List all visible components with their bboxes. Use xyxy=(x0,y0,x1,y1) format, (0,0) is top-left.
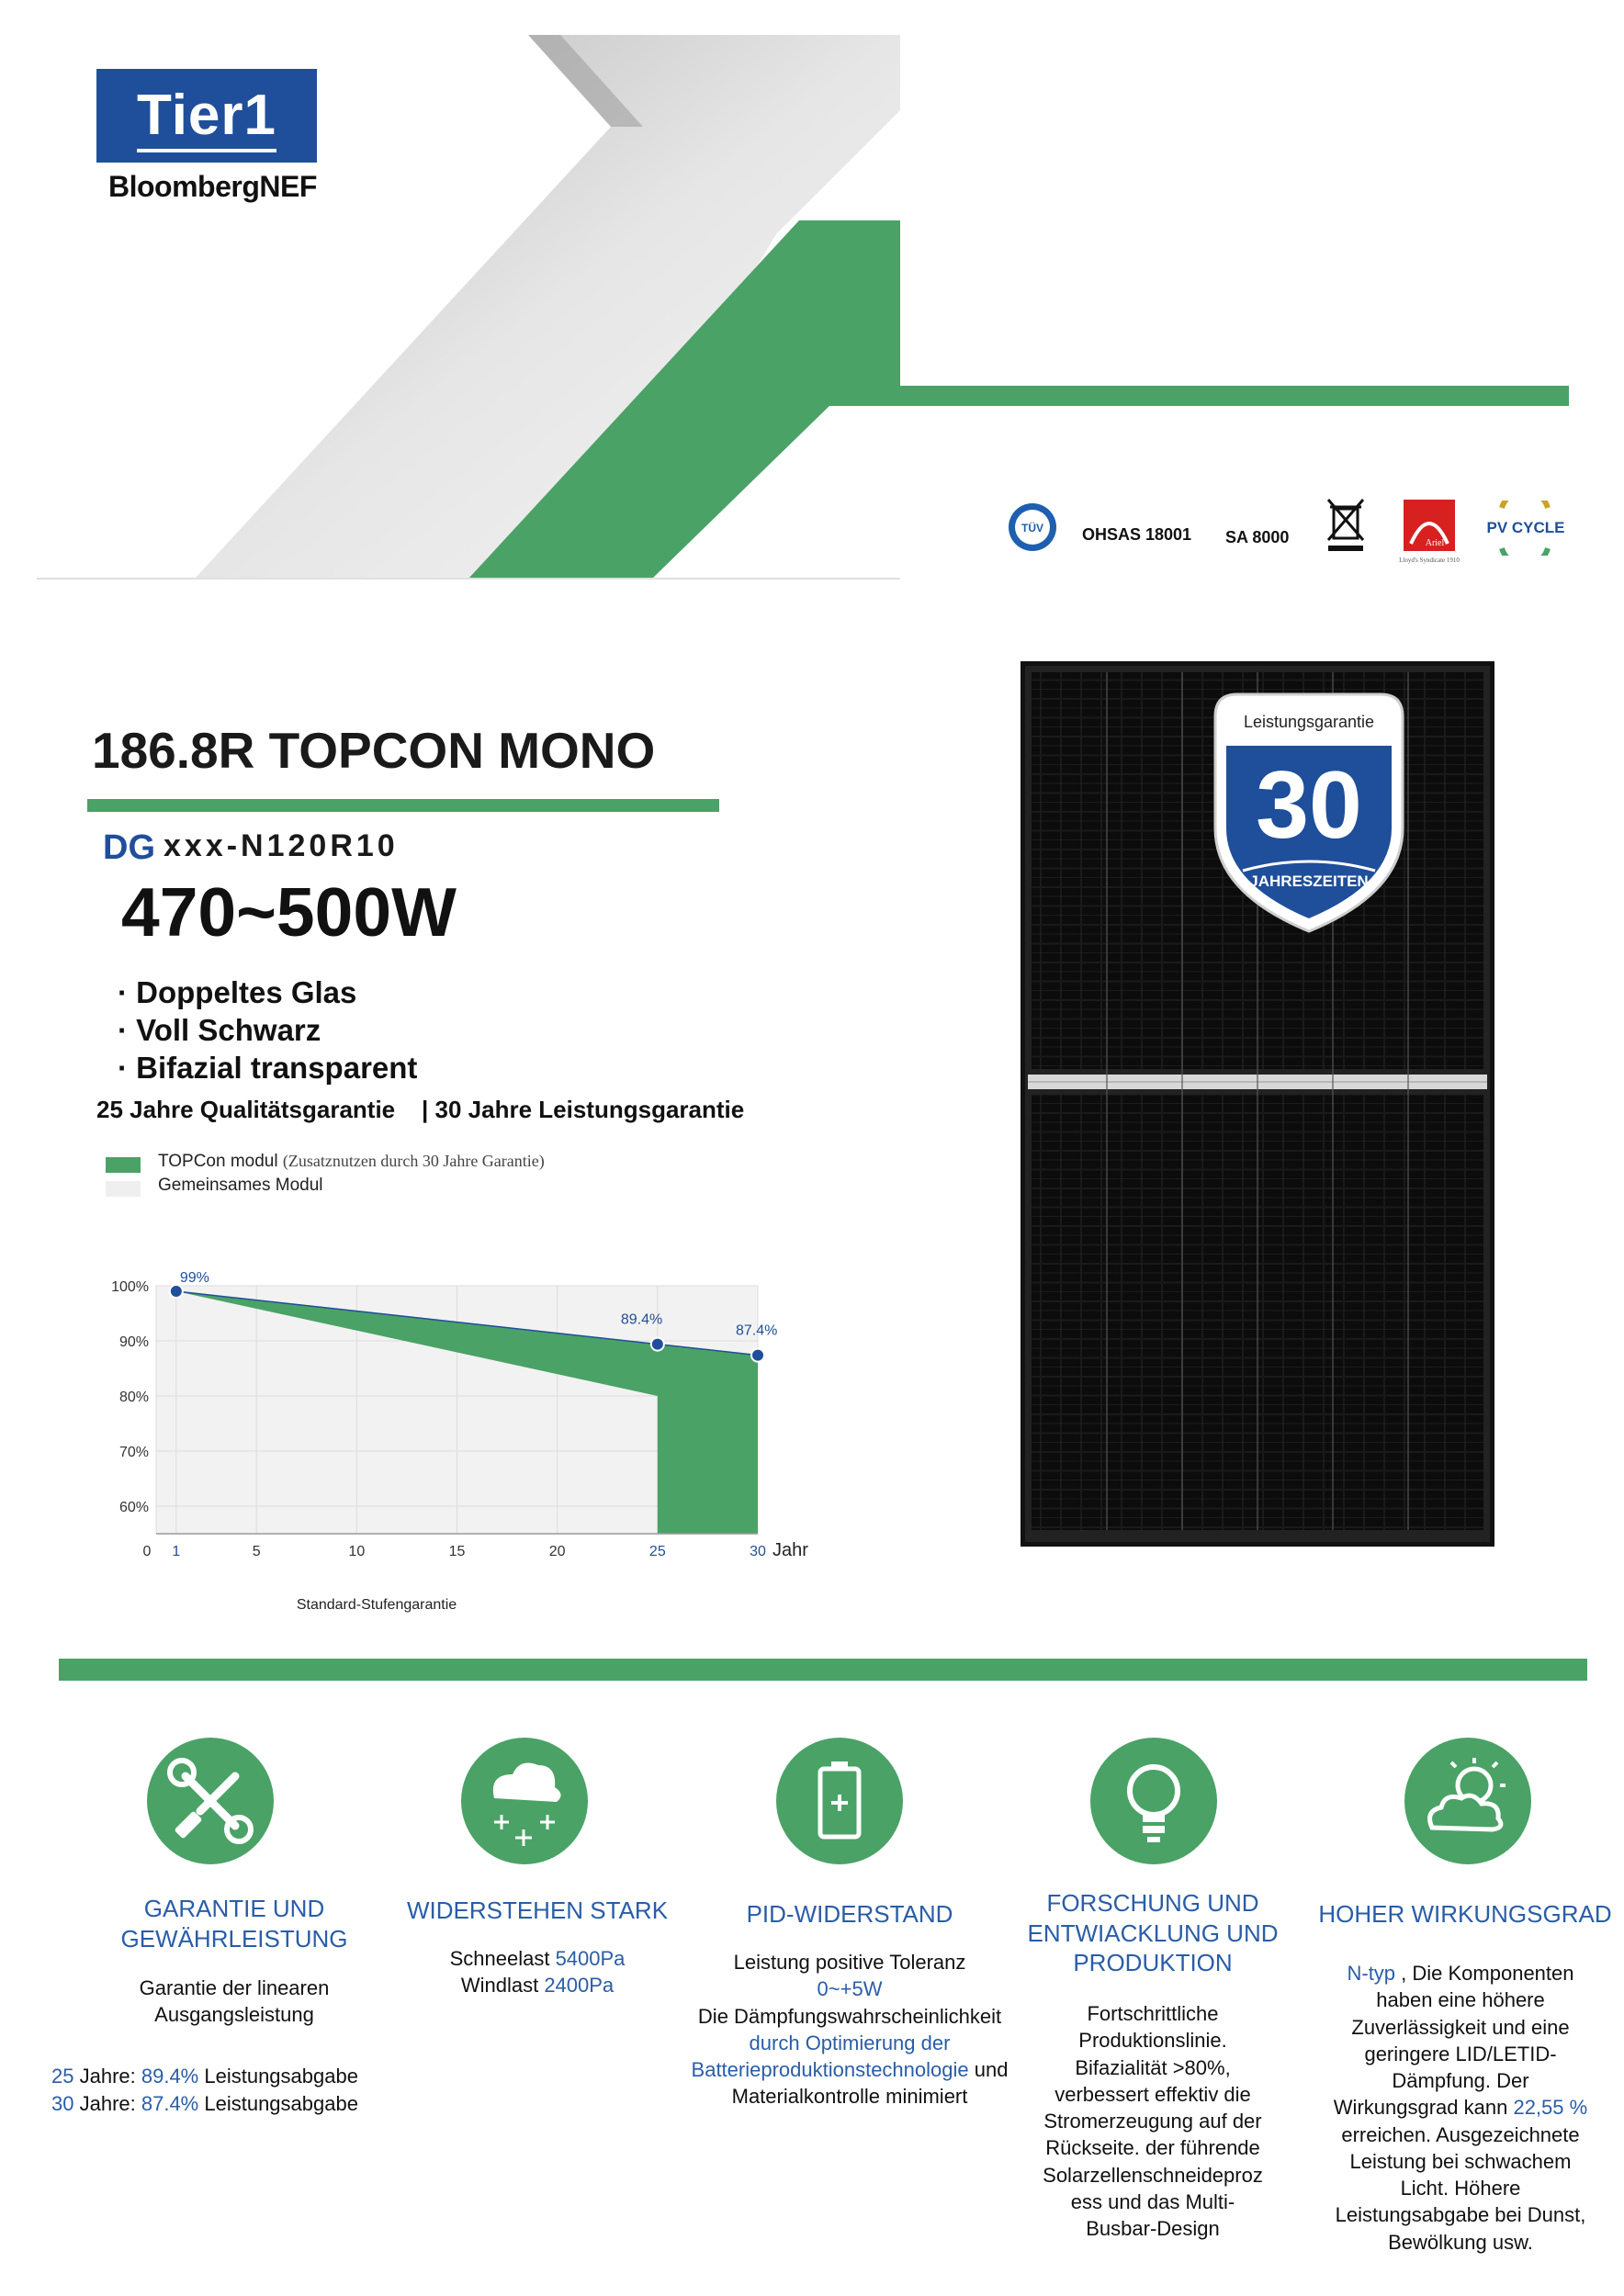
svg-text:30: 30 xyxy=(1256,752,1362,859)
efficiency-heading: HOHER WIRKUNGSGRAD xyxy=(1318,1900,1612,1928)
data-point xyxy=(651,1338,664,1351)
research-heading: FORSCHUNG UND ENTWIACKLUNG UND PRODUKTION xyxy=(1027,1889,1279,1976)
battery-icon xyxy=(776,1738,903,1864)
model-prefix: DG xyxy=(103,828,155,867)
x-tick-label: 0 xyxy=(142,1544,152,1559)
data-label: 99% xyxy=(179,1270,209,1286)
warranty-chart xyxy=(92,1258,827,1626)
research-text: Fortschrittliche Produktionslinie. Bifazialität >80%, verbessert effektiv die Stromerzeugung auf der Rückseite. der führende Solarzellenschneideproz ess und das Multi-Busbar-Design xyxy=(1043,2002,1263,2240)
svg-text:Leistungsgarantie: Leistungsgarantie xyxy=(1243,713,1375,731)
data-point xyxy=(751,1349,764,1362)
x-tick-label: 5 xyxy=(252,1544,261,1559)
efficiency-text: N-typ , Die Komponenten haben eine höhere Zuverlässigkeit und eine geringere LID/LETID-Dämpfung. Der Wirkungsgrad kann 22,55 % erreichen. Ausgezeichnete Leistung bei schwachem Licht. Höhere Leistungsabgabe bei Dunst, Bewölkung usw. xyxy=(1333,1962,1588,2254)
sa8000-label: SA 8000 xyxy=(1225,528,1290,546)
x-tick-label: 20 xyxy=(548,1544,566,1559)
x-tick-label: 10 xyxy=(348,1544,366,1559)
data-label: 87.4% xyxy=(736,1322,778,1339)
y-tick-label: 70% xyxy=(118,1445,149,1460)
y-tick-label: 60% xyxy=(118,1500,149,1515)
y-tick-label: 90% xyxy=(118,1334,149,1350)
y-tick-label: 100% xyxy=(111,1279,149,1295)
warranty-badge xyxy=(1210,691,1408,937)
warranty-summary: 25 Jahre Qualitätsgarantie | 30 Jahre Leistungsgarantie xyxy=(96,1096,745,1123)
wind-load: Windlast 2400Pa xyxy=(460,1974,615,1997)
tools-icon xyxy=(147,1738,274,1864)
svg-text:PV CYCLE: PV CYCLE xyxy=(1486,519,1565,536)
pid-text: Leistung positive Toleranz 0~+5W Die Dämpfungswahrscheinlichkeit durch Optimierung der Batterieproduktionstechnologie und Materialkontrolle minimiert xyxy=(691,1951,1009,2109)
feature-double-glass: · Doppeltes Glas xyxy=(118,975,357,1009)
x-unit-label: Jahr xyxy=(773,1540,808,1560)
title-underline xyxy=(87,799,719,812)
svg-text:TÜV: TÜV xyxy=(1021,522,1043,535)
guarantee-text: Garantie der linearen Ausgangsleistung xyxy=(139,1976,330,2027)
model-code: xxx-N120R10 xyxy=(164,828,399,863)
guarantee-30-year: 30 Jahre: 87.4% Leistungsabgabe xyxy=(51,2092,358,2115)
guarantee-25-year: 25 Jahre: 89.4% Leistungsabgabe xyxy=(51,2065,358,2088)
x-tick-label: 1 xyxy=(172,1544,181,1559)
tier1-logo: Tier1 xyxy=(96,69,317,163)
legend-swatch-common xyxy=(106,1181,141,1197)
data-point xyxy=(170,1285,183,1298)
x-axis-label: Standard-Stufengarantie xyxy=(296,1597,457,1613)
ariel-logo xyxy=(1398,496,1462,566)
legend-topcon: TOPCon modul (Zusatznutzen durch 30 Jahre Garantie) xyxy=(158,1152,545,1171)
data-label: 89.4% xyxy=(620,1311,663,1328)
svg-text:Lloyd's Syndicate 1910: Lloyd's Syndicate 1910 xyxy=(1399,557,1460,564)
resistance-heading: WIDERSTEHEN STARK xyxy=(406,1896,669,1924)
section-divider xyxy=(59,1659,1587,1681)
tuv-logo xyxy=(1007,501,1058,553)
lightbulb-icon xyxy=(1090,1738,1217,1864)
feature-full-black: · Voll Schwarz xyxy=(118,1013,321,1047)
pid-heading: PID-WIDERSTAND xyxy=(746,1900,953,1928)
svg-text:Ariel: Ariel xyxy=(1425,538,1445,548)
sun-cloud-icon xyxy=(1404,1738,1531,1864)
guarantee-heading: GARANTIE UND GEWÄHRLEISTUNG xyxy=(120,1895,348,1953)
legend-common: Gemeinsames Modul xyxy=(158,1176,323,1195)
x-tick-label: 30 xyxy=(750,1544,766,1559)
power-range: 470~500W xyxy=(121,873,457,951)
x-tick-label: 15 xyxy=(448,1544,466,1559)
crossed-bin-icon xyxy=(1325,496,1367,553)
snow-wind-icon xyxy=(461,1738,588,1864)
y-tick-label: 80% xyxy=(118,1390,149,1405)
bloombergnef-label: BloombergNEF xyxy=(108,170,317,203)
x-tick-label: 25 xyxy=(648,1544,666,1559)
snow-load: Schneelast 5400Pa xyxy=(449,1947,626,1970)
product-title: 186.8R TOPCON MONO xyxy=(92,722,656,779)
svg-text:JAHRESZEITEN: JAHRESZEITEN xyxy=(1249,872,1369,890)
feature-bifacial: · Bifazial transparent xyxy=(118,1051,418,1085)
ohsas-label: OHSAS 18001 xyxy=(1082,525,1192,544)
pv-cycle-logo xyxy=(1474,501,1577,556)
legend-swatch-topcon xyxy=(106,1157,141,1173)
